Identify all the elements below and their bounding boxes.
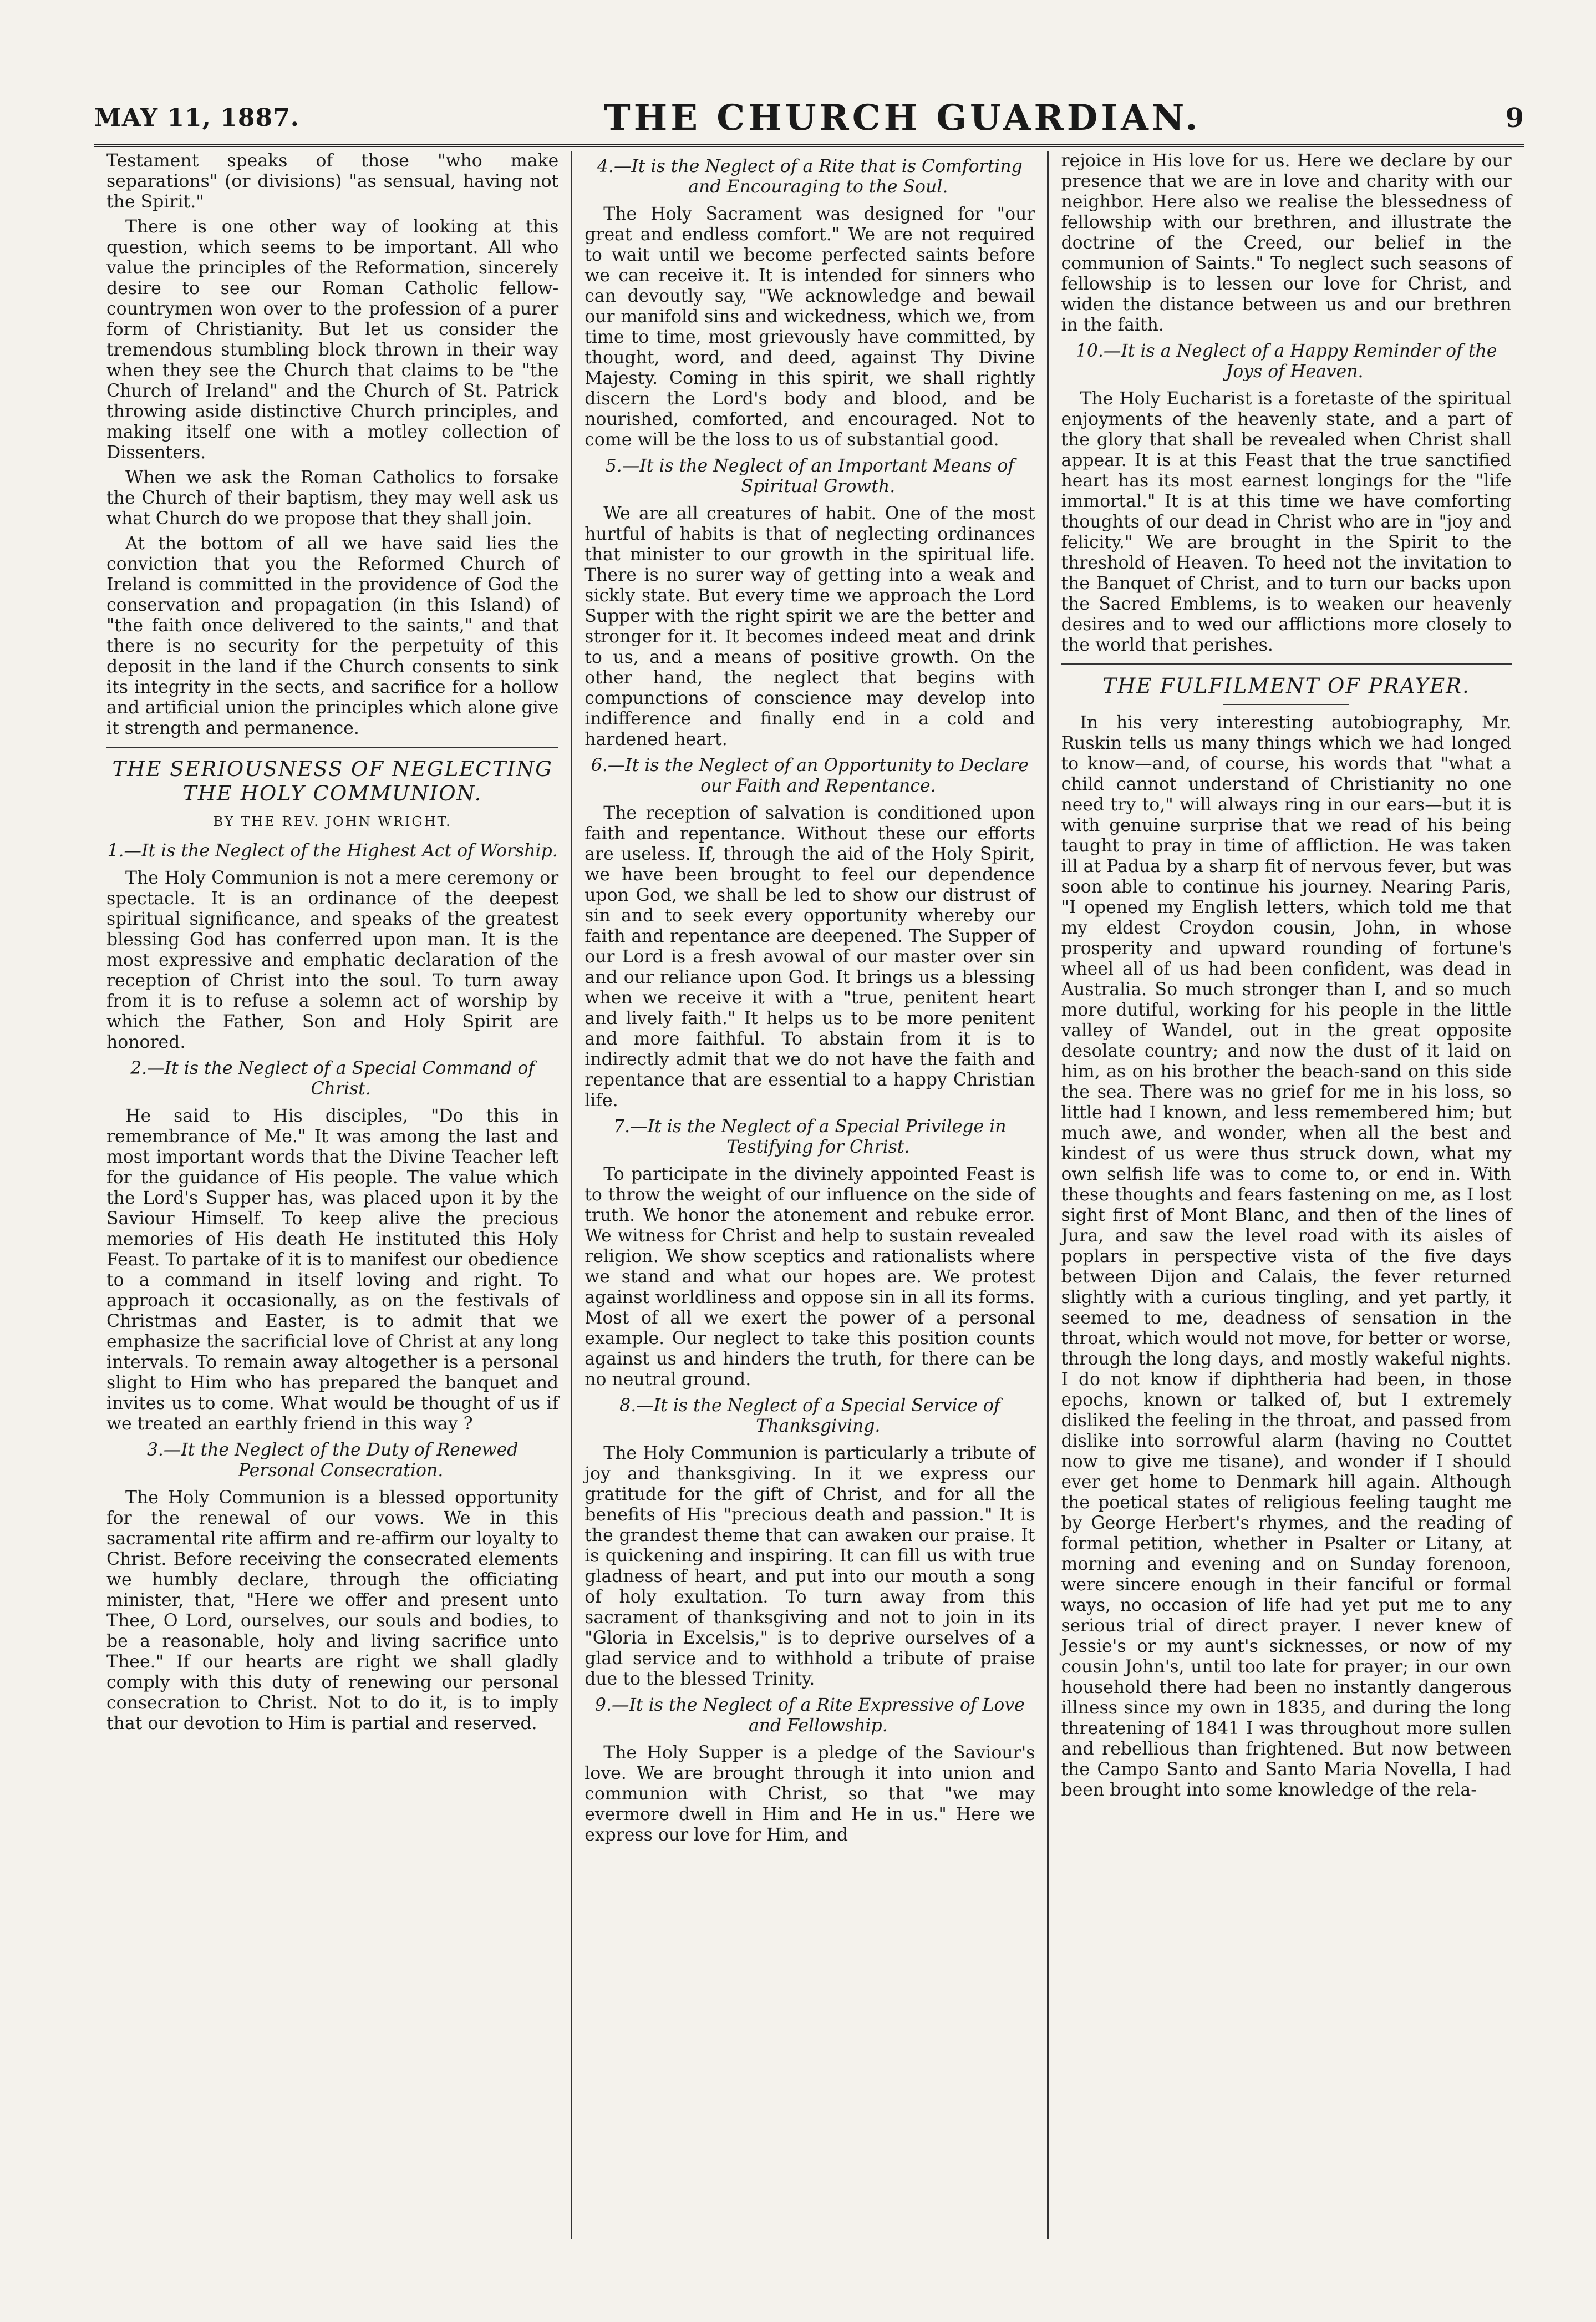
paragraph: When we ask the Roman Catholics to forsake the Church of their baptism, they may well ask us what Church do we propose that they shall join.	[106, 468, 559, 529]
section-heading: 6.—It is the Neglect of an Opportunity to Declare our Faith and Repentance.	[591, 756, 1029, 796]
divider	[1061, 663, 1511, 665]
paragraph: The Holy Communion is not a mere ceremony or spectacle. It is an ordinance of the deepest spiritual significance, and speaks of the greatest blessing God has conferred upon man. It is the most expressive and emphatic declaration of the reception of Christ into the soul. To turn away from it is to refuse a solemn act of worship by which the Father, Son and Holy Spirit are honored.	[106, 868, 559, 1052]
paragraph: We are all creatures of habit. One of the most hurtful of habits is that of neglecting ordinances that minister to our growth in the spiritual life. There is no surer way of getting into a weak and sickly state. But every time we approach the Lord Supper with the right spirit we are the better and stronger for it. It becomes indeed meat and drink to us, and a means of positive growth. On the other hand, the neglect that begins with compunctions of conscience may develop into indifference and finally end in a cold and hardened heart.	[584, 504, 1035, 749]
paragraph: The Holy Sacrament was designed for "our great and endless comfort." We are not required to wait until we become perfected saints before we can receive it. It is intended for sinners who can devoutly say, "We acknowledge and bewail our manifold sins and wickedness, which we, from time to time, most grievously have committed, by thought, word, and deed, against Thy Divine Majesty. Coming in this spirit, we shall rightly discern the Lord's body and blood, and be nourished, comforted, and encouraged. Not to come will be the loss to us of substantial good.	[584, 204, 1035, 450]
paragraph: The Holy Supper is a pledge of the Saviour's love. We are brought through it into union and communion with Christ, so that "we may evermore dwell in Him and He in us." Here we express our love for Him, and	[584, 1743, 1035, 1845]
article-title: THE SERIOUSNESS OF NEGLECTING THE HOLY COMMUNION.	[112, 757, 553, 805]
byline: BY THE REV. JOHN WRIGHT.	[213, 814, 452, 829]
section-heading: 5.—It is the Neglect of an Important Means of Spiritual Growth.	[605, 456, 1014, 496]
paragraph: Testament speaks of those "who make separations" (or divisions) "as sensual, having not the Spirit."	[106, 151, 559, 212]
paragraph: The Holy Eucharist is a foretaste of the spiritual enjoyments of the heavenly state, and a part of the glory that shall be revealed when Christ shall appear. It is at this Feast that the true sanctified heart has its most earnest longings for the "life immortal." It is at this time we have comforting thoughts of our dead in Christ who are in "joy and felicity." We are brought in the Spirit to the threshold of Heaven. To heed not the invitation to the Banquet of Christ, and to turn our backs upon the Sacred Emblems, is to weaken our heavenly desires and to wed our afflictions more closely to the world that perishes.	[1061, 389, 1512, 655]
article-title: THE FULFILMENT OF PRAYER.	[1102, 674, 1470, 698]
article-columns	[94, 151, 1524, 2239]
section-heading: 9.—It is the Neglect of a Rite Expressive of Love and Fellowship.	[594, 1695, 1025, 1736]
page-number: 9	[1505, 102, 1524, 134]
section-heading: 1.—It is the Neglect of the Highest Act of Worship.	[107, 841, 558, 861]
issue-date: MAY 11, 1887.	[94, 104, 300, 132]
paragraph: rejoice in His love for us. Here we declare by our presence that we are in love and charity with our neighbor. Here also we realise the blessedness of fellowship with our brethren, and illustrate the doctrine of the Creed, our belief in the communion of Saints." To neglect such seasons of fellowship is to lessen our love for Christ, and widen the distance between us and our brethren in the faith.	[1061, 151, 1512, 335]
section-heading: 2.—It is the Neglect of a Special Command of Christ.	[130, 1058, 535, 1099]
paragraph: In his very interesting autobiography, Mr. Ruskin tells us many things which we had longed to know—and, of course, his words that "what a child cannot understand of Christianity no one need try to," will always ring in our ears—but it is with genuine surprise that we read of his being taught to pray in time of affliction. He was taken ill at Padua by a sharp fit of nervous fever, but was soon able to continue his journey. Nearing Paris, "I opened my English letters, which told me that my eldest Croydon cousin, John, in whose prosperity and upward rounding of fortune's wheel all of us had been confident, was dead in Australia. So much stronger than I, and so much more dutiful, working for his people in the little valley of Wandel, out in the great opposite desolate country; and now the dust of it laid on him, as on his brother the beach-sand on this side the sea. There was no grief for me in his loss, so little had I known, and less remembered him; but much awe, and wonder, when all the best and kindest of us were thus struck down, what my own selfish life was to come to, or end in. With these thoughts and fears fastening on me, as I lost sight first of Mont Blanc, and then of the lines of Jura, and saw the level road with its aisles of poplars in perspective vista of the five days between Dijon and Calais, the fever returned slightly with a curious tingling, and yet partly, it seemed to me, deadness of sensation in the throat, which would not move, for better or worse, through the long days, and mostly wakeful nights. I do not know if diphtheria had been, in those epochs, known or talked of, but I extremely disliked the feeling in the throat, and passed from dislike into sorrowful alarm (having no Couttet now to give me tisane), and wonder if I should ever get home to Denmark hill again. Although the poetical states of religious feeling taught me by George Herbert's rhymes, and the reading of formal petition, whether in Psalter or Litany, at morning and evening and on Sunday forenoon, were sincere enough in their fanciful or formal ways, no occasion of life had yet put me to any serious trial of direct prayer. I never knew of Jessie's or my aunt's sicknesses, or now of my cousin John's, until too late for prayer; in our own household there had been no instantly dangerous illness since my own in 1835, and during the long threatening of 1841 I was throughout more sullen and rebellious than frightened. But now between the Campo Santo and Santo Maria Novella, I had been brought into some knowledge of the rela-	[1061, 713, 1512, 1800]
section-heading: 10.—It is a Neglect of a Happy Reminder of the Joys of Heaven.	[1075, 341, 1497, 382]
paragraph: The Holy Communion is particularly a tribute of joy and thanksgiving. In it we express our gratitude for the gift of Christ, and for all the benefits of His "precious death and passion." It is the grandest theme that can awaken our praise. It is quickening and inspiring. It can fill us with true gladness of heart, and put into our mouth a song of holy exultation. To turn away from this sacrament of thanksgiving and not to join in its "Gloria in Excelsis," is to deprive ourselves of a glad service and to withhold a tribute of praise due to the blessed Trinity.	[584, 1443, 1035, 1689]
divider	[106, 747, 558, 748]
paragraph: At the bottom of all we have said lies the conviction that you the Reformed Church of Ireland is committed in the providence of God the conservation and propagation (in this Island) of "the faith once delivered to the saints," and that there is no security for the perpetuity of this deposit in the land if the Church consents to sink its integrity in the sects, and sacrifice for a hollow and artificial union the principles which alone give it strength and permanence.	[106, 534, 559, 738]
paragraph: To participate in the divinely appointed Feast is to throw the weight of our influence on the side of truth. We honor the atonement and rebuke error. We witness for Christ and help to sustain revealed religion. We show sceptics and rationalists where we stand and what our hopes are. We protest against worldliness and oppose sin in all its forms. Most of all we exert the power of a personal example. Our neglect to take this position counts against us and hinders the truth, for there can be no neutral ground.	[584, 1164, 1035, 1390]
section-heading: 3.—It the Neglect of the Duty of Renewed Personal Consecration.	[146, 1440, 519, 1481]
section-heading: 7.—It is the Neglect of a Special Privilege in Testifying for Christ.	[613, 1117, 1007, 1157]
short-divider	[1223, 704, 1349, 705]
section-heading: 4.—It is the Neglect of a Rite that is Comforting and Encouraging to the Soul.	[597, 156, 1023, 197]
paragraph: There is one other way of looking at this question, which seems to be important. All who value the principles of the Reformation, sincerely desire to see our Roman Catholic fellow-countrymen won over to the profession of a purer form of Christianity. But let us consider the tremendous stumbling block thrown in their way when they see the Church that claims to be "the Church of Ireland" and the Church of St. Patrick throwing aside distinctive Church principles, and making itself one with a motley collection of Dissenters.	[106, 217, 559, 463]
paragraph: He said to His disciples, "Do this in remembrance of Me." It was among the last and most important words that the Divine Teacher left for the guidance of His people. The value which the Lord's Supper has, was placed upon it by the Saviour Himself. To keep alive the precious memories of His death He instituted this Holy Feast. To partake of it is to manifest our obedience to a command in itself loving and right. To approach it occasionally, as on the festivals of Christmas and Easter, is to admit that we emphasize the sacrificial love of Christ at any long intervals. To remain away altogether is a personal slight to Him who has prepared the banquet and invites us to come. What would be thought of us if we treated an earthly friend in this way ?	[106, 1106, 559, 1434]
column-1	[94, 151, 571, 2239]
paragraph: The reception of salvation is conditioned upon faith and repentance. Without these our efforts are useless. If, through the aid of the Holy Spirit, we have been brought to feel our dependence upon God, we shall be led to show our distrust of sin and to seek every opportunity whereby our faith and repentance are deepened. The Supper of our Lord is a fresh avowal of our master over sin and our reliance upon God. It brings us a blessing when we receive it with a "true, penitent heart and lively faith." It helps us to be more penitent and more faithful. To abstain from it is to indirectly admit that we do not have the faith and repentance that are essential to a happy Christian life.	[584, 803, 1035, 1111]
column-3	[1047, 151, 1523, 2239]
paragraph: The Holy Communion is a blessed opportunity for the renewal of our vows. We in this sacramental rite affirm and re-affirm our loyalty to Christ. Before receiving the consecrated elements we humbly declare, through the officiating minister, that, "Here we offer and present unto Thee, O Lord, ourselves, our souls and bodies, to be a reasonable, holy and living sacrifice unto Thee." If our hearts are right we shall gladly comply with this duty of renewing our personal consecration to Christ. Not to do it, is to imply that our devotion to Him is partial and reserved.	[106, 1488, 559, 1733]
section-heading: 8.—It is the Neglect of a Special Service of Thanksgiving.	[619, 1396, 1000, 1436]
newspaper-title: THE CHURCH GUARDIAN.	[604, 97, 1201, 139]
masthead	[94, 92, 1524, 147]
column-2	[571, 151, 1047, 2239]
